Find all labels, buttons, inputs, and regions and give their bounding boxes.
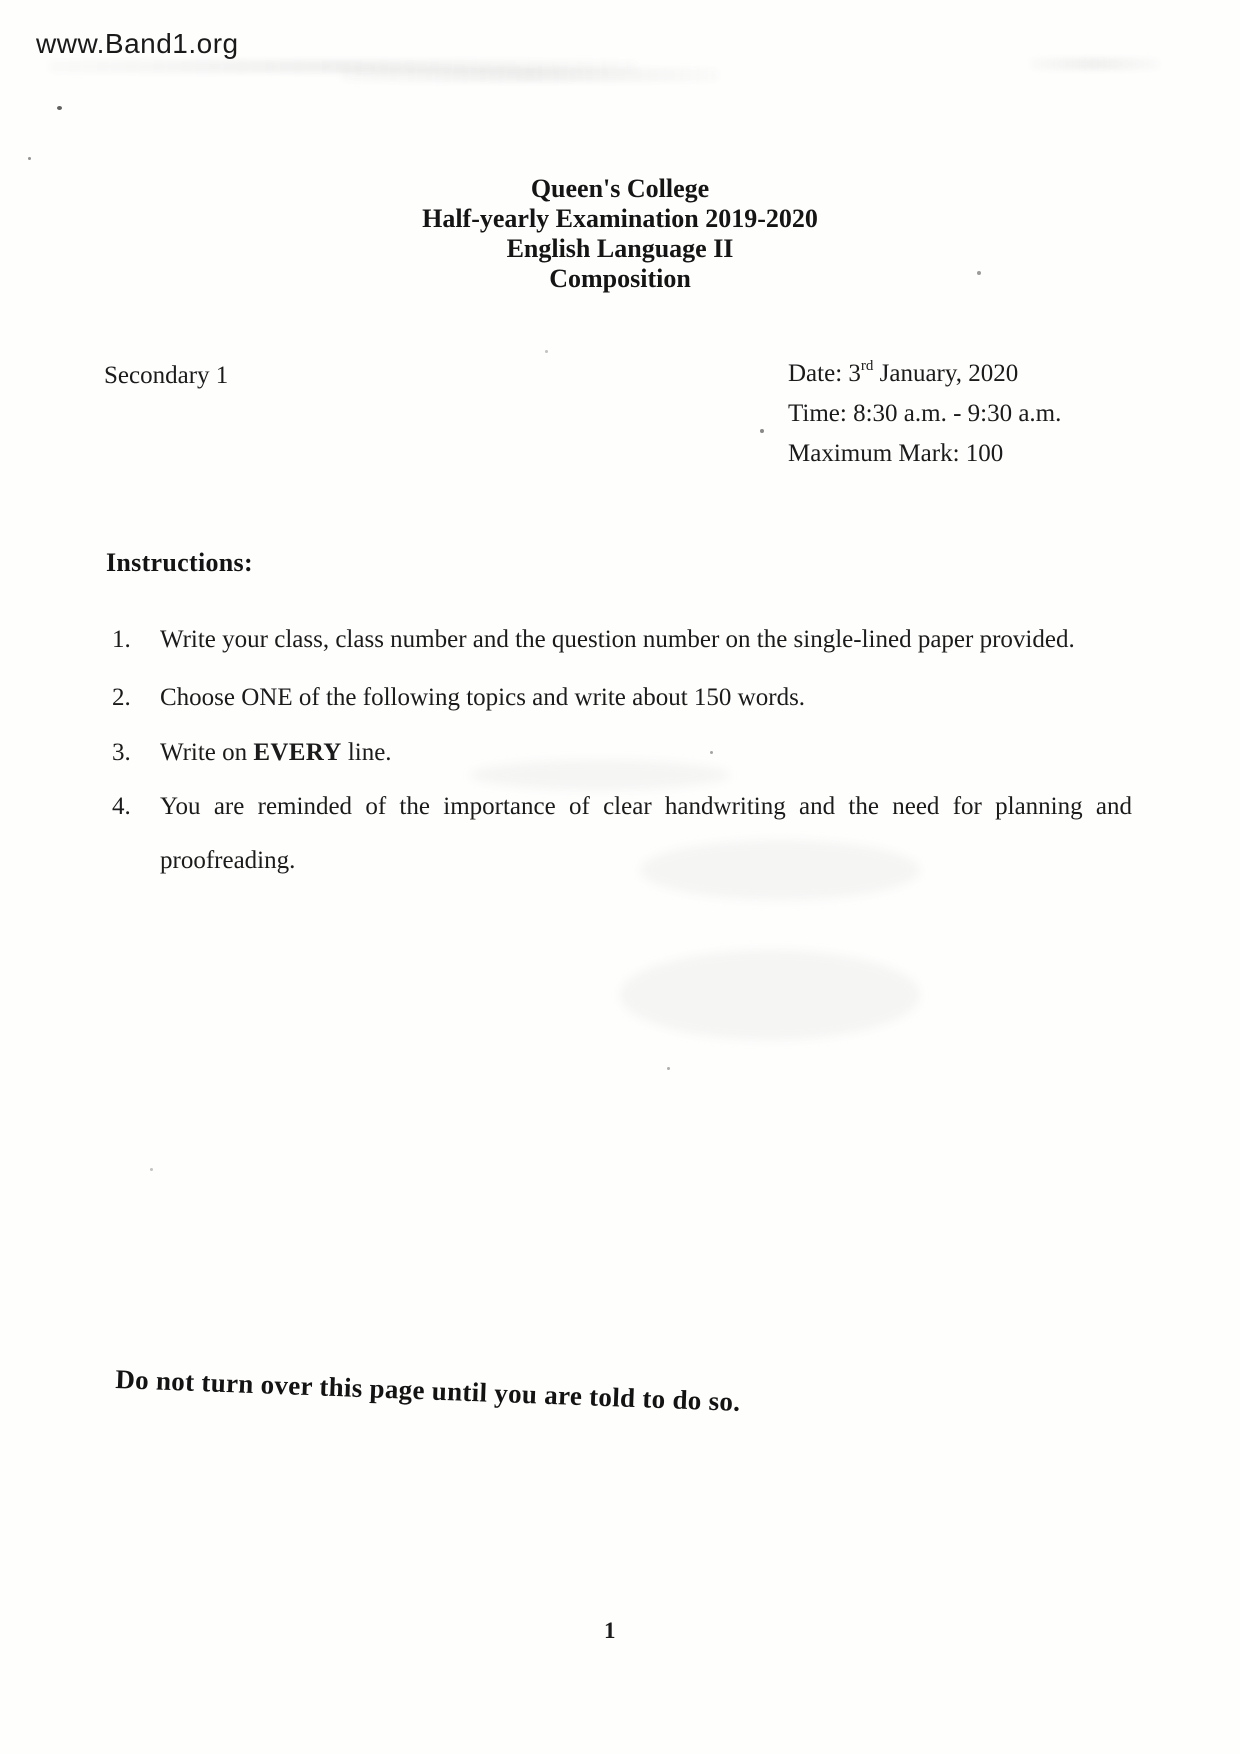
exam-title: Half-yearly Examination 2019-2020 (422, 204, 818, 233)
page-number: 1 (604, 1618, 616, 1643)
item-number: 4. (112, 793, 131, 820)
item-text: Write your class, class number and the question number on the single-lined paper provided. (160, 626, 1075, 653)
exam-date: Date: 3rd January, 2020 (788, 357, 1019, 387)
subject-title: English Language II (506, 234, 734, 263)
scan-smudge (1030, 58, 1160, 70)
date-ordinal: rd (860, 357, 874, 374)
instruction-item-4 (112, 792, 1132, 876)
instructions-heading: Instructions: (106, 548, 253, 577)
instruction-item-1 (112, 625, 1075, 655)
item-text: Write on EVERY line. (160, 739, 392, 766)
turn-over-notice: Do not turn over this page until you are told to do so. (114, 1364, 741, 1417)
item-text-line2: proofreading. (160, 847, 296, 874)
item-number: 1. (112, 626, 131, 653)
item-number: 2. (112, 684, 131, 711)
item-text (160, 792, 1132, 876)
scan-smudge (620, 950, 920, 1040)
max-mark: Maximum Mark: 100 (788, 440, 1004, 467)
paper-title: Composition (549, 264, 691, 293)
scan-smudge (340, 68, 720, 82)
exam-meta (788, 354, 1061, 474)
item-text: Choose ONE of the following topics and write about 150 words. (160, 684, 806, 711)
scan-smudge (470, 760, 730, 790)
scan-speck (150, 1168, 153, 1171)
scan-speck (57, 106, 62, 110)
instruction-item-2 (112, 683, 805, 713)
item-text-line1: You are reminded of the importance of clear handwriting and the need for planning and (160, 793, 1132, 820)
watermark-url: www.Band1.org (36, 28, 239, 59)
exam-header (0, 174, 1240, 294)
school-name: Queen's College (530, 174, 710, 203)
item-number: 3. (112, 739, 131, 766)
class-level: Secondary 1 (104, 362, 229, 389)
every-emphasis: EVERY (253, 739, 342, 766)
instruction-item-3 (112, 738, 392, 768)
scan-speck (710, 751, 713, 754)
scan-speck (545, 350, 548, 353)
scan-speck (28, 157, 31, 160)
scan-speck (667, 1067, 670, 1070)
exam-time: Time: 8:30 a.m. - 9:30 a.m. (788, 400, 1062, 427)
scan-speck (760, 429, 764, 433)
